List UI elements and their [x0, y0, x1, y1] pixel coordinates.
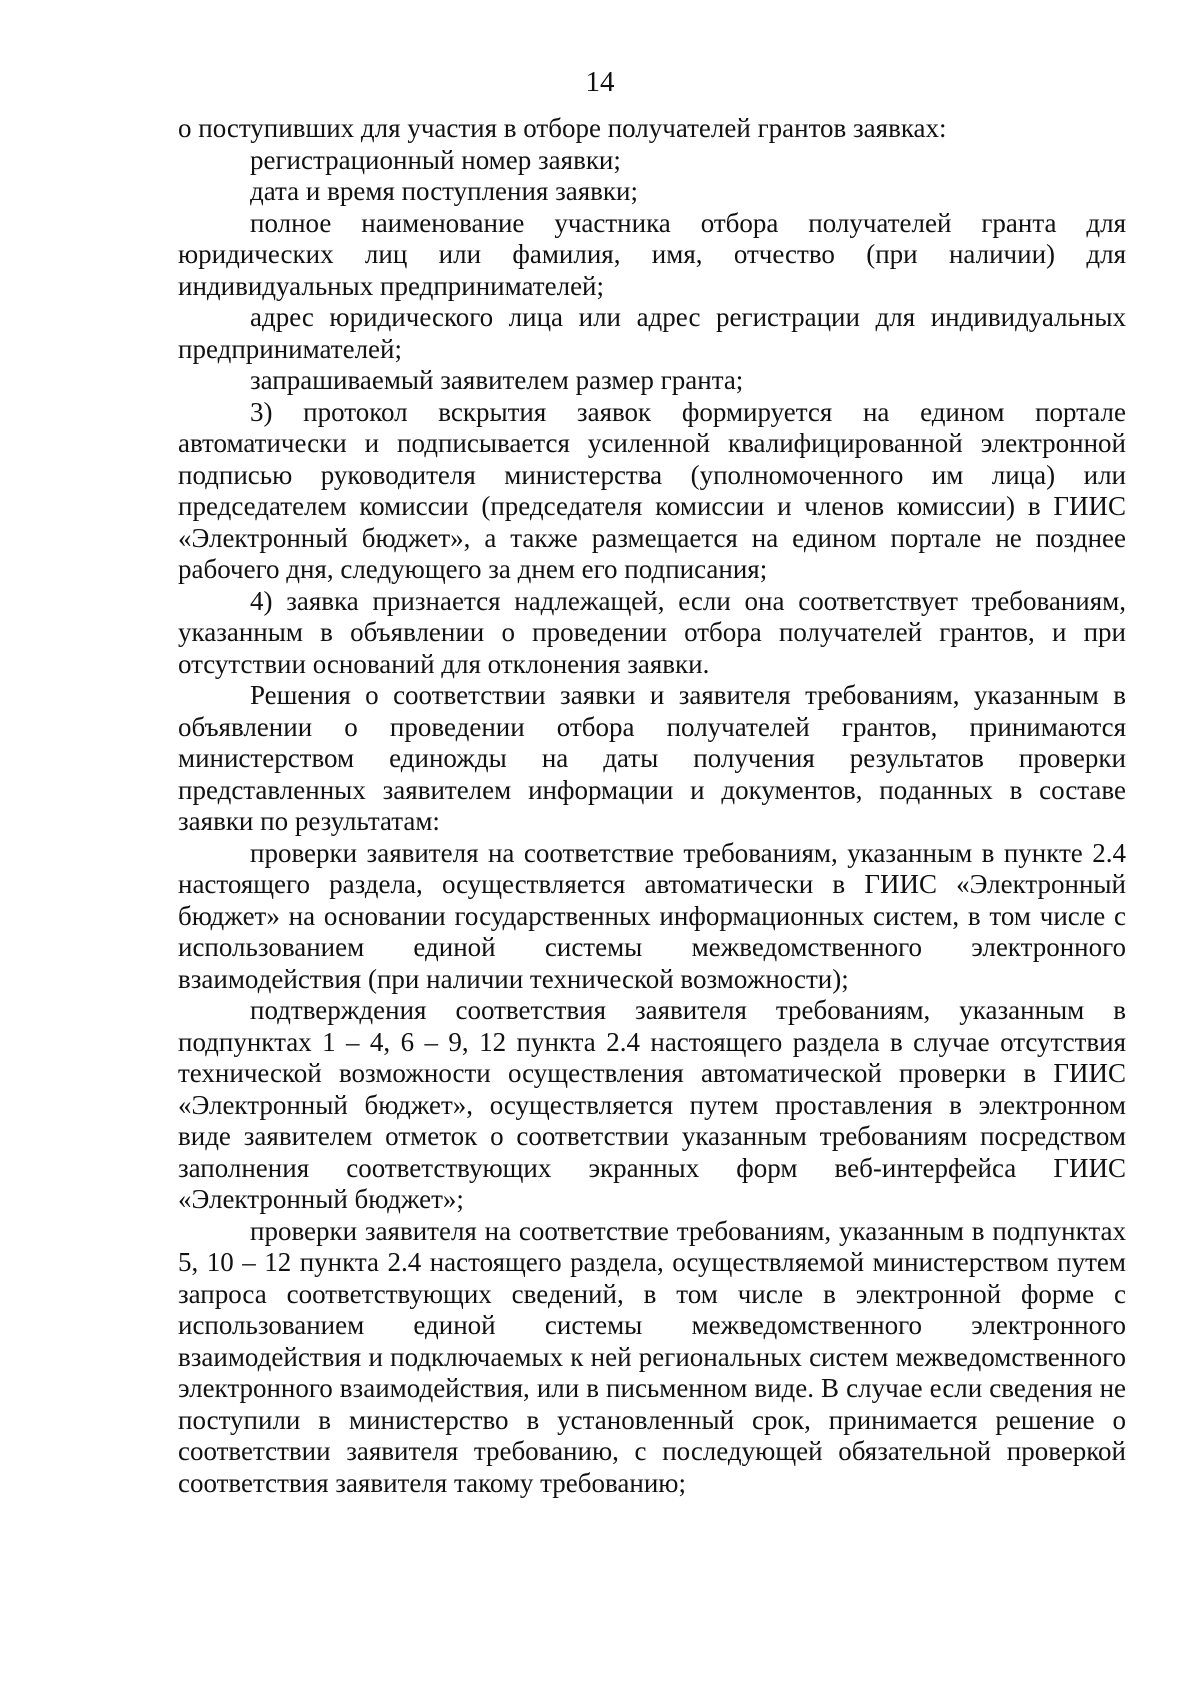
paragraph-participant-name: полное наименование участника отбора получателей гранта для юридических лиц или фамилия, имя, отчество (при наличии) для индивидуальных предпринимателей;	[178, 207, 1126, 301]
paragraph-grant-amount: запрашиваемый заявителем размер гранта;	[250, 365, 744, 395]
paragraph-intro: о поступивших для участия в отборе получателей грантов заявках:	[178, 113, 947, 143]
paragraph-decisions: Решения о соответствии заявки и заявителя требованиям, указанным в объявлении о проведении отбора получателей грантов, принимаются министерством единожды на даты получения результатов проверки представленных заявителем информации и документов, поданных в составе заявки по результатам:	[178, 680, 1126, 836]
page-number: 14	[585, 66, 615, 98]
paragraph-confirmation: подтверждения соответствия заявителя требованиям, указанным в подпунктах 1 – 4, 6 – 9, 12 пункта 2.4 настоящего раздела в случае отсутствия технической возможности осуществления автоматической проверки в ГИИС «Электронный бюджет», осуществляется путем проставления в электронном виде заявителем отметок о соответствии указанным требованиям посредством заполнения соответствующих экранных форм веб-интерфейса ГИИС «Электронный бюджет»;	[178, 995, 1126, 1214]
paragraph-address: адрес юридического лица или адрес регистрации для индивидуальных предпринимателей;	[178, 302, 1126, 364]
paragraph-ministry-check: проверки заявителя на соответствие требованиям, указанным в подпунктах 5, 10 – 12 пункта 2.4 настоящего раздела, осуществляемой министерством путем запроса соответствующих сведений, в том числе в электронной форме с использованием единой системы межведомственного электронного взаимодействия и подключаемых к ней региональных систем межведомственного электронного взаимодействия, или в письменном виде. В случае если сведения не поступили в министерство в установленный срок, принимается решение о соответствии заявителя требованию, с последующей обязательной проверкой соответствия заявителя такому требованию;	[178, 1215, 1126, 1498]
paragraph-item-3-protocol: 3) протокол вскрытия заявок формируется на едином портале автоматически и подписывается усиленной квалифицированной электронной подписью руководителя министерства (уполномоченного им лица) или председателем комиссии (председателя комиссии и членов комиссии) в ГИИС «Электронный бюджет», а также размещается на едином портале не позднее рабочего дня, следующего за днем его подписания;	[178, 396, 1126, 584]
paragraph-automatic-check: проверки заявителя на соответствие требованиям, указанным в пункте 2.4 настоящего раздела, осуществляется автоматически в ГИИС «Электронный бюджет» на основании государственных информационных систем, в том числе с использованием единой системы межведомственного электронного взаимодействия (при наличии технической возможности);	[178, 837, 1126, 994]
paragraph-submission-date: дата и время поступления заявки;	[250, 176, 638, 206]
document-body	[178, 113, 1126, 1499]
paragraph-item-4-application: 4) заявка признается надлежащей, если она соответствует требованиям, указанным в объявлении о проведении отбора получателей грантов, и при отсутствии оснований для отклонения заявки.	[178, 585, 1126, 679]
paragraph-registration-number: регистрационный номер заявки;	[250, 144, 621, 175]
